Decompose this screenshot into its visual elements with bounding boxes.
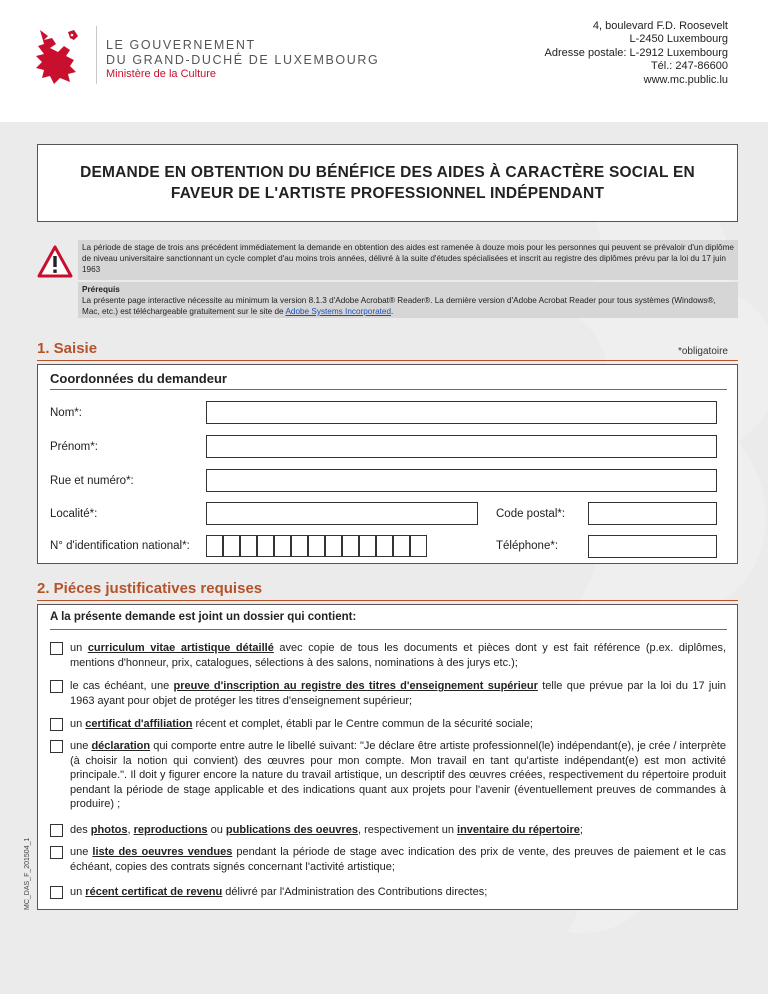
logo-text-line2: DU GRAND-DUCHÉ DE LUXEMBOURG [106,53,380,67]
doc-keyword: photos [90,824,128,836]
doc-text: une [70,740,92,752]
code-postal-input[interactable] [588,502,717,525]
page-header [0,0,768,122]
doc-text: récent et complet, établi par le Centre commun de la sécurité sociale; [192,718,533,730]
doc-keyword: inventaire du répertoire [457,824,580,836]
doc-keyword: curriculum vitae artistique détaillé [87,642,274,654]
telephone-input[interactable] [588,535,717,558]
matricule-digit-7[interactable] [308,535,325,557]
doc-item-revenu [50,885,726,900]
prenom-label: Prénom*: [50,441,98,453]
localite-input[interactable] [206,502,478,525]
address-line: L-2450 Luxembourg [629,33,728,46]
doc-item-registre [50,679,726,708]
required-documents-title: A la présente demande est joint un dossier qui contient: [50,611,357,623]
matricule-digit-5[interactable] [274,535,291,557]
code-postal-label: Code postal*: [496,508,566,520]
checkbox-photos[interactable] [50,824,63,837]
doc-item-photos [50,823,726,838]
checkbox-declaration[interactable] [50,740,63,753]
address-website: www.mc.public.lu [643,73,728,86]
matricule-digit-12[interactable] [393,535,410,557]
ministry-name: Ministère de la Culture [106,68,217,80]
adobe-link[interactable]: Adobe Systems Incorporated [285,307,392,316]
doc-text: un [70,642,88,654]
doc-text: telle que prévue par la loi du 17 juin 1963 ayant pour objet de protéger les titres d'enseignement supérieur; [70,680,727,707]
localite-label: Localité*: [50,508,98,520]
form-title-box [37,144,738,222]
doc-item-affiliation [50,717,726,732]
address-line: Tél.: 247-86600 [650,60,728,73]
doc-text: , respectivement un [357,824,458,836]
rue-input[interactable] [206,469,717,492]
doc-text: pendant la période de stage avec indication des prix de vente, des preuves de paiement et le cas échéant, copies des contrats signés concernant l'activité artistique; [70,846,726,873]
lion-icon [30,26,86,86]
notice-stage-period: La période de stage de trois ans précédent immédiatement la demande en obtention des aides est ramenée à douze mois pour les personnes qui peuvent se prévaloir d'un diplôme de niveau universitaire sanctionnant un cycle complet d'au moins trois années, délivré à la suite d'études spécialisées et inscrit au registre des diplômes prévu par la loi du 17 juin 1963 [78,240,738,280]
applicant-details-box [37,364,738,564]
checkbox-cv[interactable] [50,642,63,655]
logo-divider [96,26,97,84]
address-block [545,20,728,87]
matricule-digit-2[interactable] [223,535,240,557]
doc-keyword: preuve d'inscription au registre des titres d'enseignement supérieur [173,680,538,692]
matricule-digit-1[interactable] [206,535,223,557]
checkbox-liste-ventes[interactable] [50,846,63,859]
notice-prerequisites [78,282,738,318]
matricule-digit-9[interactable] [342,535,359,557]
form-title: DEMANDE EN OBTENTION DU BÉNÉFICE DES AIDES À CARACTÈRE SOCIAL EN FAVEUR DE L'ARTISTE PROFESSIONNEL INDÉPENDANT [80,164,695,202]
required-note: *obligatoire [677,346,728,357]
section2-rule [37,600,738,601]
rue-label: Rue et numéro*: [50,475,134,487]
prenom-input[interactable] [206,435,717,458]
doc-keyword: publications des oeuvres [225,824,358,836]
doc-text: qui comporte entre autre le libellé suivant: "Je déclare être artiste professionnel(le) indépendant(e), je crée / interprète (à choisir la notion qui convient) des œuvres pour mon compte. Mon travail en tant qu'artiste indépendant(e) est mon activité principale.". Il doit y figurer encore la nature du travail artistique, un descriptif des œuvres créées, respectivement du répertoire produit pendant la période de stage applicable et des indications quant aux projets pour l'avenir (éventuellement preuves de commandes à produire) ; [70,740,726,810]
checkbox-revenu[interactable] [50,886,63,899]
prereq-end: . [391,307,394,316]
doc-text: ou [207,824,226,836]
prereq-text: La présente page interactive nécessite au minimum la version 8.1.3 d'Adobe Acrobat® Reader®. La dernière version d'Adobe Acrobat Reader pour tous systèmes (Windows®, Mac, etc.) est téléchargeable gratuitement sur le site de [82,296,716,316]
doc-text: des [70,824,91,836]
required-documents-box [37,604,738,910]
doc-item-declaration [50,739,726,812]
doc-keyword: reproductions [133,824,208,836]
required-documents-rule [50,629,727,630]
doc-text: ; [579,824,583,836]
doc-text: , [127,824,134,836]
matricule-digit-10[interactable] [359,535,376,557]
doc-item-cv [50,641,726,670]
matricule-digit-3[interactable] [240,535,257,557]
matricule-digit-11[interactable] [376,535,393,557]
applicant-details-title: Coordonnées du demandeur [50,371,227,386]
matricule-label: N° d'identification national*: [50,540,190,552]
nom-label: Nom*: [50,407,82,419]
checkbox-registre[interactable] [50,680,63,693]
matricule-digit-4[interactable] [257,535,274,557]
matricule-digit-6[interactable] [291,535,308,557]
doc-text: le cas échéant, une [70,680,174,692]
telephone-label: Téléphone*: [496,540,559,552]
nom-input[interactable] [206,401,717,424]
doc-text: une [70,846,93,858]
doc-text: un [70,718,86,730]
matricule-digit-13[interactable] [410,535,427,557]
form-reference-code: MC_DAS_F_201504_1 [24,837,31,910]
doc-text: un [70,886,86,898]
prereq-title: Prérequis [82,285,120,294]
section2-heading: 2. Piéces justificatives requises [37,580,263,597]
warning-icon [37,244,73,280]
doc-keyword: certificat d'affiliation [85,718,193,730]
checkbox-affiliation[interactable] [50,718,63,731]
address-line: 4, boulevard F.D. Roosevelt [592,20,728,32]
doc-item-liste-ventes [50,845,726,874]
doc-keyword: liste des oeuvres vendues [92,846,233,858]
doc-keyword: déclaration [91,740,151,752]
section1-heading: 1. Saisie [37,340,98,357]
applicant-details-rule [50,389,727,390]
matricule-digit-8[interactable] [325,535,342,557]
doc-text: avec copie de tous les documents et pièces dont y est fait référence (p.ex. diplômes, mentions d'honneur, prix, catalogues, sélections à des salons, nominations à des jurys etc.); [70,642,726,669]
doc-text: délivré par l'Administration des Contributions directes; [222,886,488,898]
doc-keyword: récent certificat de revenu [85,886,223,898]
logo-text-line1: LE GOUVERNEMENT [106,38,256,52]
address-line: Adresse postale: L-2912 Luxembourg [544,46,728,59]
section1-rule [37,360,738,361]
